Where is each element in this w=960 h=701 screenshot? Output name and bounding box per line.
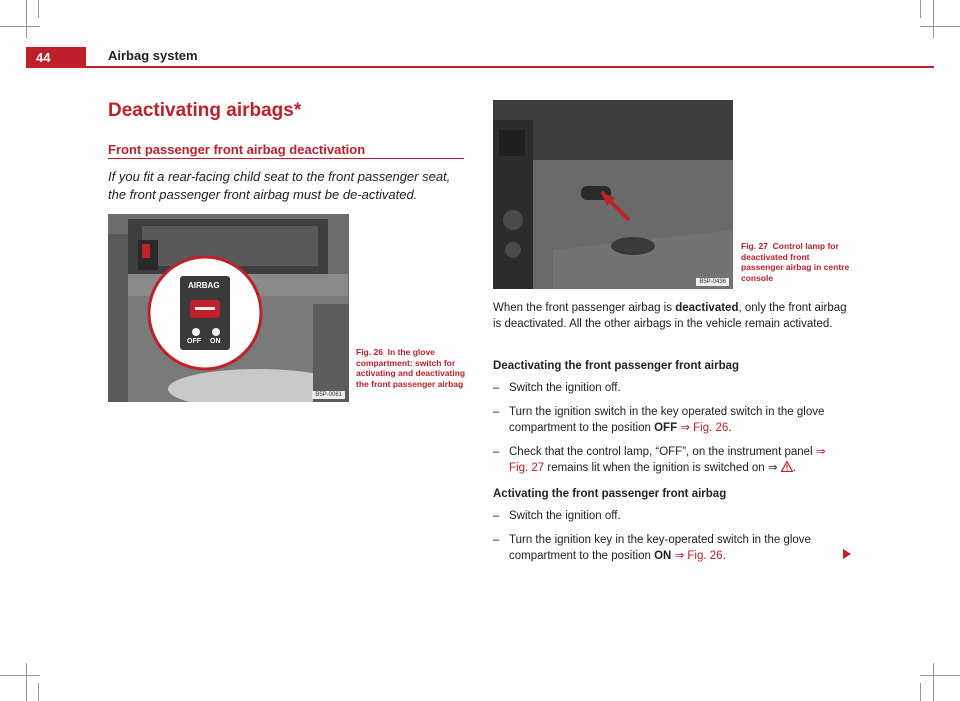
crop-mark <box>933 663 934 701</box>
crop-mark <box>0 26 40 27</box>
figure-27-caption <box>741 241 853 283</box>
crop-mark <box>0 675 40 676</box>
body-paragraph: When the front passenger airbag is deactivated, only the front airbag is deactivated. All the other airbags in the vehicle remain activated. <box>493 302 847 330</box>
caption-number: Fig. 27 <box>741 241 768 251</box>
figure-control-lamp <box>493 100 733 289</box>
list-item: – Check that the control lamp, “OFF”, on the instrument panel ⇒ Fig. 27 remains lit when the ignition is switched on ⇒ . <box>493 446 826 474</box>
crop-mark <box>920 26 960 27</box>
figure-ref-link[interactable]: ⇒ Fig. 26 <box>674 550 723 562</box>
section-subheading: Front passenger front airbag deactivation <box>108 142 366 157</box>
list-item: – Switch the ignition off. <box>493 510 621 522</box>
caption-text: In the glove compartment: switch for activating and deactivating the front passenger airbag <box>356 347 466 389</box>
page-number: 44 <box>26 47 86 68</box>
figure-26-caption <box>356 347 466 389</box>
crop-mark <box>26 663 27 701</box>
activate-heading: Activating the front passenger front airbag <box>493 488 727 500</box>
list-item: – Turn the ignition key in the key-operated switch in the glove compartment to the position ON ⇒ Fig. 26. <box>493 534 811 562</box>
figure-code: B5P-0061 <box>312 391 345 399</box>
crop-mark <box>26 0 27 38</box>
section-title: Airbag system <box>108 48 198 63</box>
crop-mark <box>933 0 934 38</box>
crop-mark <box>38 683 39 701</box>
subheading-divider <box>108 158 464 159</box>
crop-mark <box>38 0 39 18</box>
figure-ref-link[interactable]: ⇒ Fig. 27 <box>509 446 826 474</box>
page-heading: Deactivating airbags* <box>108 100 302 121</box>
fig26-label-airbag: AIRBAG <box>188 281 220 290</box>
intro-paragraph: If you fit a rear-facing child seat to the front passenger seat, the front passenger front airbag must be de-activated. <box>108 169 451 202</box>
deactivate-heading: Deactivating the front passenger front airbag <box>493 360 740 372</box>
figure-ref-link[interactable]: ⇒ Fig. 26 <box>680 422 729 434</box>
list-item: – Turn the ignition switch in the key operated switch in the glove compartment to the position OFF ⇒ Fig. 26. <box>493 406 825 434</box>
fig26-label-on: ON <box>210 338 221 345</box>
list-item: – Switch the ignition off. <box>493 382 621 394</box>
crop-mark <box>920 675 960 676</box>
crop-mark <box>920 0 921 18</box>
caption-text: Control lamp for deactivated front passenger airbag in centre console <box>741 241 850 283</box>
crop-mark <box>920 683 921 701</box>
caption-number: Fig. 26 <box>356 347 383 357</box>
continue-arrow-icon <box>843 549 851 559</box>
header-divider <box>86 66 934 68</box>
figure-code: B5P-0436 <box>696 278 729 286</box>
warning-icon[interactable] <box>781 461 793 472</box>
figure-glovebox-switch <box>108 214 349 402</box>
fig26-label-off: OFF <box>187 338 201 345</box>
